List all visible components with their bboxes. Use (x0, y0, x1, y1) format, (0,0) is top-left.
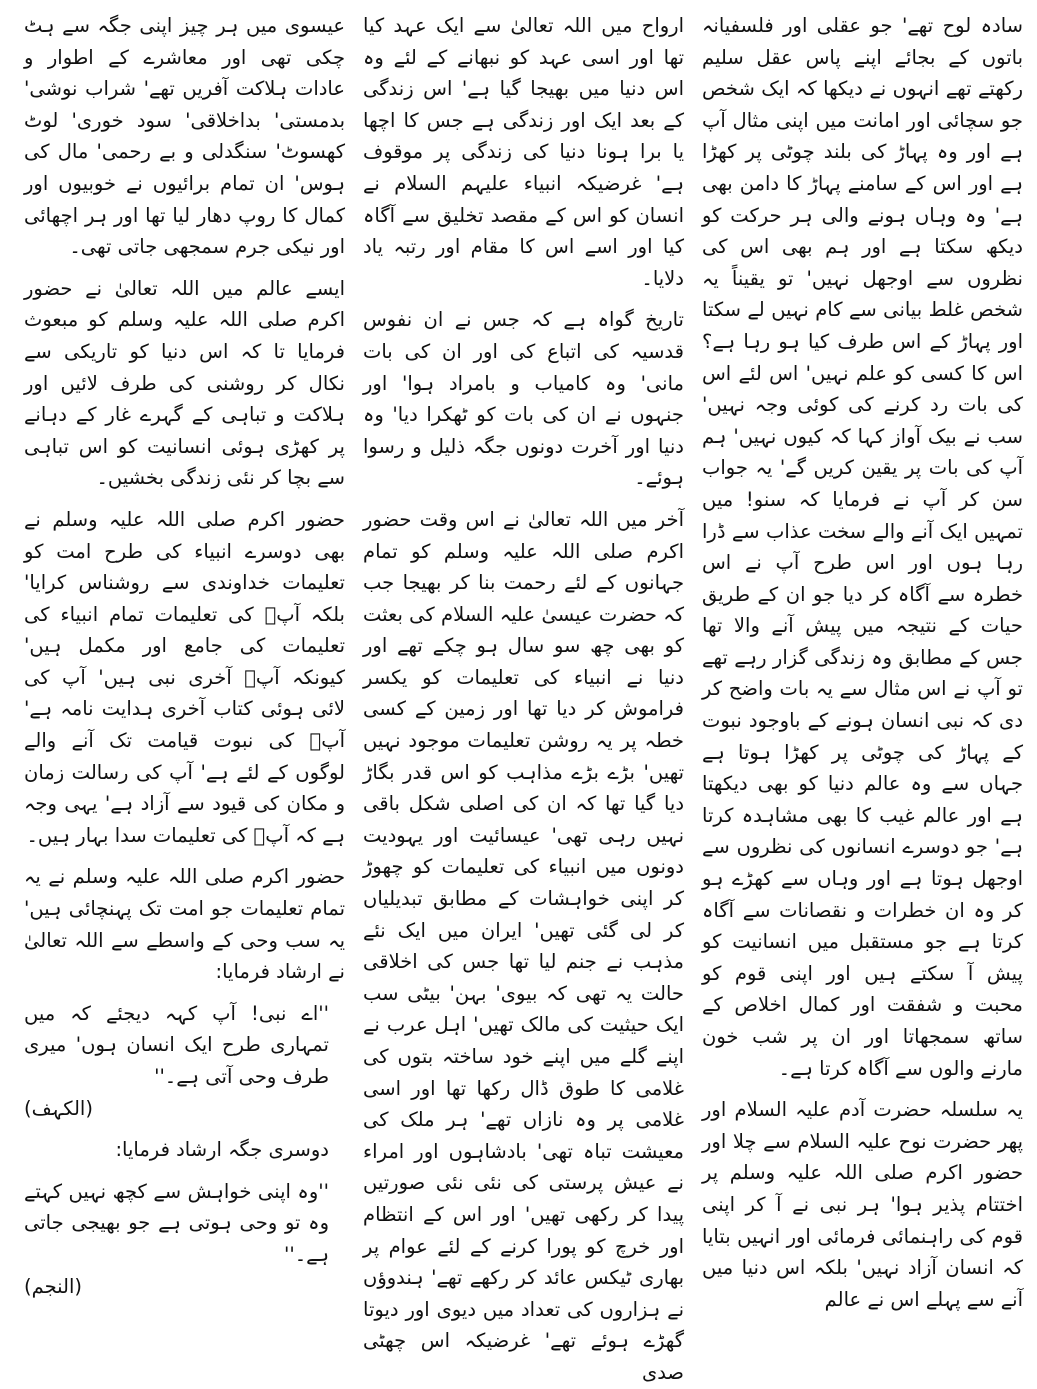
paragraph: تاریخ گواہ ہے کہ جس نے ان نفوس قدسیہ کی اتباع کی اور ان کی بات مانی' وہ کامیاب و بامراد ہوا' اور جنہوں نے ان کی بات کو ٹھکرا دیا' وہ دنیا اور آخرت دونوں جگہ ذلیل و رسوا ہوئے۔ (363, 308, 684, 490)
text-column-right (702, 10, 1023, 1340)
quote-reference: (الکہف) (24, 1096, 93, 1120)
quote-reference: (النجم) (24, 1274, 83, 1298)
paragraph: حضور اکرم صلی اللہ علیہ وسلم نے بھی دوسرے انبیاء کی طرح امت کو تعلیمات خداوندی سے روشناس کرایا' بلکہ آپؐ کی تعلیمات تمام انبیاء کی تعلیمات کی جامع اور مکمل ہیں' کیونکہ آپؐ آخری نبی ہیں' آپ کی لائی ہوئی کتاب آخری ہدایت نامہ ہے' آپؐ کی نبوت قیامت تک آنے والے لوگوں کے لئے ہے' آپ کی رسالت زمان و مکان کی قیود سے آزاد ہے' یہی وجہ ہے کہ آپؐ کی تعلیمات سدا بہار ہیں۔ (24, 507, 345, 847)
paragraph: ایسے عالم میں اللہ تعالیٰ نے حضور اکرم صلی اللہ علیہ وسلم کو مبعوث فرمایا تا کہ اس دنیا کو تاریکی سے نکال کر روشنی کی طرف لائیں اور ہلاکت و تباہی کے گہرے غار کے دہانے پر کھڑی ہوئی انسانیت کو اس تباہی سے بچا کر نئی زندگی بخشیں۔ (24, 276, 345, 490)
paragraph: سادہ لوح تھے' جو عقلی اور فلسفیانہ باتوں کے بجائے اپنے پاس عقل سلیم رکھتے تھے انہوں نے دیکھا کہ ایک شخص جو سچائی اور امانت میں اپنی مثال آپ ہے اور وہ پہاڑ کی بلند چوٹی پر کھڑا ہے اور اس کے سامنے پہاڑ کا دامن بھی ہے' وہ وہاں ہونے والی ہر حرکت کو دیکھ سکتا ہے اور ہم بھی اس کی نظروں سے اوجھل نہیں' تو یقیناً یہ شخص غلط بیانی سے کام نہیں لے سکتا اور پہاڑ کے اس طرف کیا ہو رہا ہے؟ اس کا کسی کو علم نہیں' اس لئے اس کی بات رد کرنے کی کوئی وجہ نہیں' سب نے بیک آواز کہا کہ کیوں نہیں' ہم آپ کی بات پر یقین کریں گے' یہ جواب سن کر آپ نے فرمایا کہ سنو! میں تمہیں ایک آنے والے سخت عذاب سے ڈرا رہا ہوں اور اس طرح آپ نے اس خطرہ سے آگاہ کر دیا جو ان کے طریق حیات کے نتیجہ میں پیش آنے والا تھا جس کے مطابق وہ زندگی گزار رہے تھے تو آپ نے اس مثال سے یہ بات واضح کر دی کہ نبی انسان ہونے کے باوجود نبوت کے پہاڑ کی چوٹی پر کھڑا ہوتا ہے جہاں سے وہ عالم دنیا کو بھی دیکھتا ہے اور عالم غیب کا بھی مشاہدہ کرتا ہے' جو دوسرے انسانوں کی نظروں سے اوجھل ہوتا ہے اور وہاں سے کھڑے ہو کر وہ ان خطرات و نقصانات سے آگاہ کرتا ہے جو مستقبل میں انسانیت کو پیش آ سکتے ہیں اور اپنی قوم کو محبت و شفقت اور کمال اخلاص کے ساتھ سمجھاتا اور ان پر شب خون مارنے والوں سے آگاہ کرتا ہے۔ (702, 14, 1023, 1080)
quote-text: ''وہ اپنی خواہش سے کچھ نہیں کہتے وہ تو وحی ہوتی ہے جو بھیجی جاتی ہے۔'' (24, 1179, 329, 1266)
paragraph: عیسوی میں ہر چیز اپنی جگہ سے ہٹ چکی تھی اور معاشرے کے اطوار و عادات ہلاکت آفریں تھے' شراب نوشی' بدمستی' بداخلاقی' سود خوری' لوٹ کھسوٹ' سنگدلی و بے رحمی' مال کی ہوس' ان تمام برائیوں نے خوبیوں اور کمال کا روپ دھار لیا تھا اور ہر اچھائی اور نیکی جرم سمجھی جاتی تھی۔ (24, 14, 345, 259)
quran-quote-kahf (24, 998, 345, 1124)
quote-intro: دوسری جگہ ارشاد فرمایا: (115, 1138, 329, 1162)
quran-quote-najm (24, 1176, 345, 1302)
text-column-middle (363, 10, 684, 1384)
quote-text: ''اے نبی! آپ کہہ دیجئے کہ میں تمہاری طرح ایک انسان ہوں' میری طرف وحی آتی ہے۔'' (24, 1001, 329, 1088)
paragraph: آخر میں اللہ تعالیٰ نے اس وقت حضور اکرم صلی اللہ علیہ وسلم کو تمام جہانوں کے لئے رحمت بنا کر بھیجا جب کہ حضرت عیسیٰ علیہ السلام کی بعثت کو بھی چھ سو سال ہو چکے تھے اور دنیا نے انبیاء کی تعلیمات کو یکسر فراموش کر دیا تھا اور زمین کے کسی خطہ پر یہ روشن تعلیمات موجود نہیں تھیں' بڑے بڑے مذاہب کو اس قدر بگاڑ دیا گیا تھا کہ ان کی اصلی شکل باقی نہیں رہی تھی' عیسائیت اور یہودیت دونوں میں انبیاء کی تعلیمات کو چھوڑ کر اپنی خواہشات کے مطابق تبدیلیاں کر لی گئی تھیں' ایران میں ایک نئے مذہب نے جنم لیا تھا جس کی اخلاقی حالت یہ تھی کہ بیوی' بہن' بیٹی سب ایک حیثیت کی مالک تھیں' اہل عرب نے اپنے گلے میں اپنے خود ساختہ بتوں کی غلامی کا طوق ڈال رکھا تھا اور اسی غلامی پر وہ نازاں تھے' ہر ملک کی معیشت تباہ تھی' بادشاہوں اور امراء نے عیش پرستی کی نئی نئی صورتیں پیدا کر رکھی تھیں' اور اس کے انتظام اور خرچ کو پورا کرنے کے لئے عوام پر بھاری ٹیکس عائد کر رکھے تھے' ہندوؤں نے ہزاروں کی تعداد میں دیوی اور دیوتا گھڑے ہوئے تھے' غرضیکہ اس چھٹی صدی (363, 507, 684, 1384)
paragraph: حضور اکرم صلی اللہ علیہ وسلم نے یہ تمام تعلیمات جو امت تک پہنچائی ہیں' یہ سب وحی کے واسطے سے اللہ تعالیٰ نے ارشاد فرمایا: (24, 865, 345, 984)
paragraph: یہ سلسلہ حضرت آدم علیہ السلام اور پھر حضرت نوح علیہ السلام سے چلا اور حضور اکرم صلی اللہ علیہ وسلم پر اختتام پذیر ہوا' ہر نبی نے آ کر اپنی قوم کی راہنمائی فرمائی اور انہیں بتایا کہ انسان آزاد نہیں' بلکہ اس دنیا میں آنے سے پہلے اس نے عالم (702, 1098, 1023, 1311)
text-column-left (24, 10, 345, 1340)
paragraph: ارواح میں اللہ تعالیٰ سے ایک عہد کیا تھا اور اسی عہد کو نبھانے کے لئے وہ اس دنیا میں بھیجا گیا ہے' اس زندگی کے بعد ایک اور زندگی ہے جس کا اچھا یا برا ہونا دنیا کی زندگی پر موقوف ہے' غرضیکہ انبیاء علیہم السلام نے انسان کو اس کے مقصد تخلیق سے آگاہ کیا اور اسے اس کا مقام اور رتبہ یاد دلایا۔ (363, 14, 684, 290)
